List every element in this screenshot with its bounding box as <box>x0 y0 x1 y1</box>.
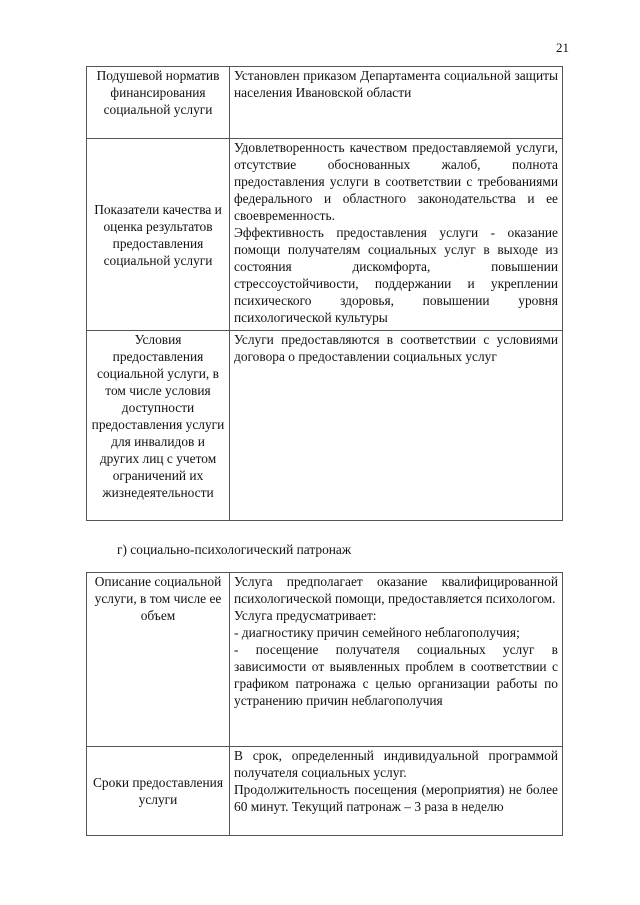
value-paragraph: Услуги предоставляются в соответствии с условиями договора о предоставлении социальных услуг <box>234 332 558 364</box>
table-row <box>87 573 563 747</box>
table-row <box>87 331 563 521</box>
row-label: Условия предоставления социальной услуги, в том числе условия доступности предоставления услуги для инвалидов и других лиц с учетом ограничений их жизнедеятельности <box>87 331 230 521</box>
table-row <box>87 139 563 331</box>
service-table-1 <box>86 66 563 521</box>
value-paragraph: Удовлетворенность качеством предоставляемой услуги, отсутствие обоснованных жалоб, полнота предоставления услуги в соответствии с требованиями федерального и областного законодательства и ее своевременность. <box>234 140 558 223</box>
row-label: Сроки предоставления услуги <box>87 747 230 836</box>
table-row <box>87 67 563 139</box>
value-paragraph: - посещение получателя социальных услуг в зависимости от выявленных проблем в соответствии с графиком патронажа с целью организации работы по устранению причин неблагополучия <box>234 642 558 708</box>
value-paragraph: Услуга предусматривает: <box>234 608 377 623</box>
value-paragraph: Услуга предполагает оказание квалифицированной психологической помощи, предоставляется психологом. <box>234 574 558 606</box>
value-paragraph: Эффективность предоставления услуги - оказание помощи получателям социальных услуг в выходе из состояния дискомфорта, повышении стрессоустойчивости, поддержании и укреплении психического здоровья, повышении уровня психологической культуры <box>234 225 558 325</box>
row-label: Описание социальной услуги, в том числе ее объем <box>87 573 230 747</box>
value-paragraph: Продолжительность посещения (мероприятия) не более 60 минут. Текущий патронаж – 3 раза в неделю <box>234 782 558 814</box>
row-value <box>230 331 563 521</box>
row-value <box>230 139 563 331</box>
value-paragraph: В срок, определенный индивидуальной программой получателя социальных услуг. <box>234 748 558 780</box>
row-value <box>230 573 563 747</box>
page-number: 21 <box>556 40 569 55</box>
row-label: Показатели качества и оценка результатов предоставления социальной услуги <box>87 139 230 331</box>
value-paragraph: Установлен приказом Департамента социальной защиты населения Ивановской области <box>234 68 558 100</box>
value-paragraph: - диагностику причин семейного неблагополучия; <box>234 625 520 640</box>
row-label: Подушевой норматив финансирования социальной услуги <box>87 67 230 139</box>
service-table-2 <box>86 572 563 836</box>
table-row <box>87 747 563 836</box>
row-value <box>230 67 563 139</box>
row-value <box>230 747 563 836</box>
section-heading: г) социально-психологический патронаж <box>117 542 352 557</box>
